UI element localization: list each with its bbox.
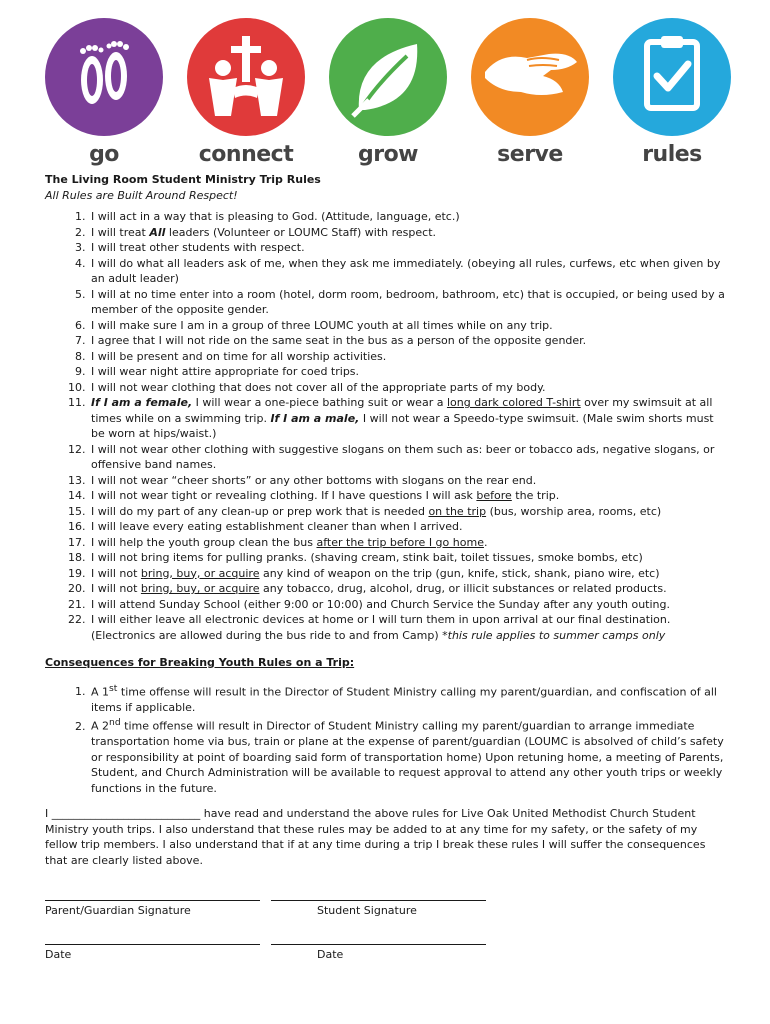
student-signature[interactable] bbox=[271, 890, 486, 919]
student-signature-caption: Student Signature bbox=[317, 904, 417, 918]
rule-item: 2. I will treat All leaders (Volunteer or LOUMC Staff) with respect. bbox=[89, 225, 725, 241]
document-body bbox=[45, 172, 725, 964]
signature-line[interactable] bbox=[45, 890, 260, 901]
rule-item: 18. I will not bring items for pulling pranks. (shaving cream, stink bait, toilet tissues, smoke bombs, etc) bbox=[89, 550, 725, 566]
signature-line[interactable] bbox=[271, 890, 486, 901]
rules-icon bbox=[613, 18, 731, 136]
student-date[interactable] bbox=[271, 934, 486, 963]
consequences-list bbox=[45, 681, 725, 797]
signature-block bbox=[45, 890, 725, 964]
serve-icon bbox=[471, 18, 589, 136]
parent-date[interactable] bbox=[45, 934, 260, 963]
connect-icon bbox=[187, 18, 305, 136]
serve-label: serve bbox=[497, 142, 563, 167]
grow-label: grow bbox=[357, 142, 419, 167]
rules-label: rules bbox=[642, 142, 702, 167]
rule-item: 11. If I am a female, I will wear a one-piece bathing suit or wear a long dark colored T-shirt over my swimsuit at all times while on a swimming trip. If I am a male, I will not wear a Speedo-type swimsuit. (Male swim shorts must be worn at hips/waist.) bbox=[89, 395, 725, 442]
rule-item: 8. I will be present and on time for all worship activities. bbox=[89, 349, 725, 365]
rule-item: 3. I will treat other students with respect. bbox=[89, 240, 725, 256]
rule-item: 4. I will do what all leaders ask of me, when they ask me immediately. (obeying all rules, curfews, etc when given by an adult leader) bbox=[89, 256, 725, 287]
rule-item: 1. I will act in a way that is pleasing to God. (Attitude, language, etc.) bbox=[89, 209, 725, 225]
date-caption: Date bbox=[317, 948, 344, 962]
rule-item: 21. I will attend Sunday School (either 9:00 or 10:00) and Church Service the Sunday after any youth outing. bbox=[89, 597, 725, 613]
rule-item: 10. I will not wear clothing that does not cover all of the appropriate parts of my body. bbox=[89, 380, 725, 396]
rule-item: 19. I will not bring, buy, or acquire any kind of weapon on the trip (gun, knife, stick, shank, piano wire, etc) bbox=[89, 566, 725, 582]
rule-item: 16. I will leave every eating establishment cleaner than when I arrived. bbox=[89, 519, 725, 535]
rule-item: 5. I will at no time enter into a room (hotel, dorm room, bedroom, bathroom, etc) that is occupied, or being used by a member of the opposite gender. bbox=[89, 287, 725, 318]
grow-icon bbox=[329, 18, 447, 136]
rule-item: 20. I will not bring, buy, or acquire any tobacco, drug, alcohol, drug, or illicit substances or related products. bbox=[89, 581, 725, 597]
go-icon bbox=[45, 18, 163, 136]
go-badge bbox=[45, 18, 163, 167]
date-line[interactable] bbox=[271, 934, 486, 945]
rule-item: 15. I will do my part of any clean-up or prep work that is needed on the trip (bus, worship area, rooms, etc) bbox=[89, 504, 725, 520]
rules-badge bbox=[613, 18, 731, 167]
consequence-item: 1. A 1st time offense will result in the Director of Student Ministry calling my parent/guardian, and confiscation of all items if applicable. bbox=[89, 681, 725, 716]
date-line[interactable] bbox=[45, 934, 260, 945]
consequences-heading: Consequences for Breaking Youth Rules on a Trip: bbox=[45, 656, 355, 669]
rules-list bbox=[45, 209, 725, 643]
acknowledgement-statement: I ___________________________ have read and understand the above rules for Live Oak United Methodist Church Student Ministry youth trips. I also understand that these rules may be added to at any time for my safety, or the safety of my fellow trip members. I also understand that if at any time during a trip I break these rules I will suffer the consequences that are clearly listed above. bbox=[45, 807, 706, 867]
document-title: The Living Room Student Ministry Trip Rules bbox=[45, 173, 321, 186]
rule-item: 7. I agree that I will not ride on the same seat in the bus as a person of the opposite gender. bbox=[89, 333, 725, 349]
rule-item: 9. I will wear night attire appropriate for coed trips. bbox=[89, 364, 725, 380]
connect-badge bbox=[187, 18, 305, 167]
rule-item: 13. I will not wear “cheer shorts” or any other bottoms with slogans on the rear end. bbox=[89, 473, 725, 489]
rule-item: 14. I will not wear tight or revealing clothing. If I have questions I will ask before the trip. bbox=[89, 488, 725, 504]
date-caption: Date bbox=[45, 948, 72, 962]
parent-signature-caption: Parent/Guardian Signature bbox=[45, 904, 191, 918]
go-label: go bbox=[89, 142, 119, 167]
connect-label: connect bbox=[198, 142, 294, 167]
parent-signature[interactable] bbox=[45, 890, 260, 919]
header-icons bbox=[45, 18, 725, 166]
grow-badge bbox=[329, 18, 447, 167]
consequence-item: 2. A 2nd time offense will result in Director of Student Ministry calling my parent/guardian to arrange immediate transportation home via bus, train or plane at the expense of parent/guardian (LOUMC is absolved of child’s safety or responsibility at point of boarding said form of transportation home) Upon retuning home, a meeting of Parents, Student, and Church Administration will be available to request approval to attend any other youth trips or weekly functions in the future. bbox=[89, 715, 725, 796]
document-subtitle: All Rules are Built Around Respect! bbox=[45, 188, 238, 202]
rule-item: 6. I will make sure I am in a group of three LOUMC youth at all times while on any trip. bbox=[89, 318, 725, 334]
serve-badge bbox=[471, 18, 589, 167]
rule-item: 22. I will either leave all electronic devices at home or I will turn them in upon arrival at our final destination. (Electronics are allowed during the bus ride to and from Camp) *this rule applies to summer camps only bbox=[89, 612, 725, 643]
rule-item: 12. I will not wear other clothing with suggestive slogans on them such as: beer or tobacco ads, negative slogans, or offensive band names. bbox=[89, 442, 725, 473]
rule-item: 17. I will help the youth group clean the bus after the trip before I go home. bbox=[89, 535, 725, 551]
